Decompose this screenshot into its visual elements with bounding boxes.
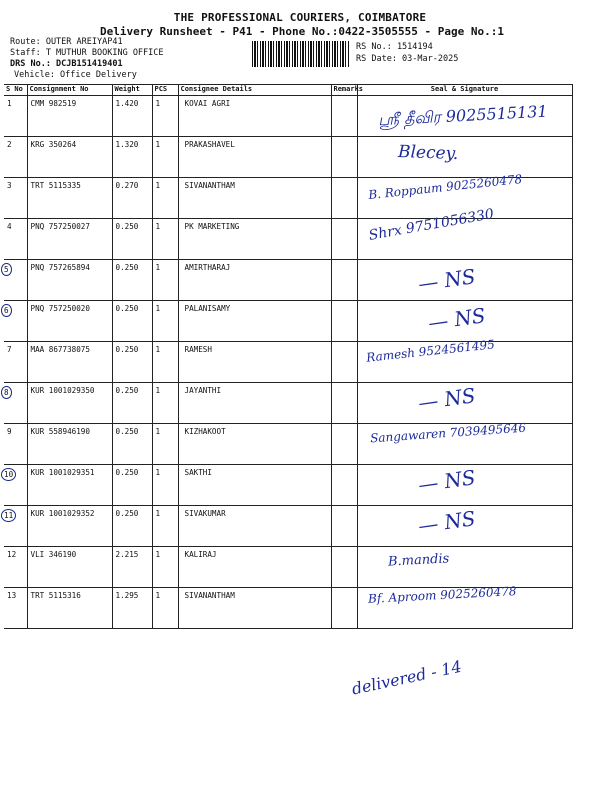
consignee-cell [178, 383, 331, 424]
remarks-cell [331, 383, 357, 424]
pcs-cell-text: 1 [155, 181, 161, 190]
handwritten-signature: — NS [426, 303, 487, 335]
circled-sno: 8 [1, 386, 12, 399]
pcs-cell [152, 301, 178, 342]
consignment-cell-text: KUR 558946190 [30, 427, 90, 436]
rs-date: RS Date: 03-Mar-2025 [356, 54, 459, 64]
pcs-cell [152, 219, 178, 260]
col-sno-header: S No [4, 85, 27, 96]
table-row [4, 465, 572, 506]
pcs-cell [152, 96, 178, 137]
sno-cell [4, 219, 27, 260]
table-row [4, 219, 572, 260]
signature-cell [357, 383, 572, 424]
consignment-cell [27, 383, 112, 424]
remarks-cell [331, 465, 357, 506]
consignment-cell [27, 342, 112, 383]
consignee-cell-text: SIVAKUMAR [184, 509, 226, 518]
table-row [4, 342, 572, 383]
consignment-cell-text: MAA 867738075 [30, 345, 90, 354]
remarks-cell [331, 260, 357, 301]
consignment-cell-text: KUR 1001029352 [30, 509, 95, 518]
handwritten-signature: Sangawaren 7039495646 [369, 420, 526, 446]
staff-label: Staff: T MUTHUR BOOKING OFFICE [10, 48, 164, 58]
sno-cell-text [4, 383, 27, 399]
consignee-cell [178, 547, 331, 588]
table-row [4, 301, 572, 342]
consignment-cell [27, 178, 112, 219]
sno-cell-text [4, 465, 27, 481]
pcs-cell [152, 383, 178, 424]
vehicle-label: Vehicle: Office Delivery [14, 70, 137, 80]
weight-cell-text: 0.250 [115, 222, 139, 231]
signature-cell [357, 260, 572, 301]
sno-cell-text: 2 [7, 140, 12, 149]
sno-cell [4, 465, 27, 506]
weight-cell [112, 137, 152, 178]
table-row [4, 506, 572, 547]
consignee-cell-text: KOVAI AGRI [184, 99, 231, 108]
handwritten-signature: B.mandis [387, 551, 450, 570]
consignee-cell [178, 424, 331, 465]
consignee-cell [178, 465, 331, 506]
consignee-cell [178, 137, 331, 178]
col-remarks-header: Remarks [331, 85, 357, 96]
sno-cell [4, 137, 27, 178]
consignee-cell-text: PK MARKETING [184, 222, 240, 231]
signature-cell [357, 506, 572, 547]
remarks-cell [331, 178, 357, 219]
circled-sno: 5 [1, 263, 12, 276]
pcs-cell-text: 1 [155, 304, 161, 313]
pcs-cell [152, 465, 178, 506]
table-row [4, 588, 572, 629]
handwritten-signature: Ramesh 9524561495 [365, 337, 495, 365]
pcs-cell-text: 1 [155, 386, 161, 395]
consignment-cell [27, 260, 112, 301]
handwritten-signature: Shrx 9751056330 [367, 206, 495, 244]
sno-cell [4, 178, 27, 219]
col-consignee-header: Consignee Details [178, 85, 331, 96]
table-header-row [4, 85, 572, 96]
col-weight-header: Weight [112, 85, 152, 96]
consignment-cell [27, 465, 112, 506]
consignment-cell [27, 219, 112, 260]
handwritten-signature: — NS [416, 465, 477, 497]
pcs-cell [152, 137, 178, 178]
remarks-cell [331, 506, 357, 547]
sno-cell-text: 13 [7, 591, 17, 600]
consignee-cell [178, 260, 331, 301]
circled-sno: 6 [1, 304, 12, 317]
consignee-cell-text: KIZHAKOOT [184, 427, 226, 436]
sno-cell-text [4, 301, 27, 317]
sno-cell-text: 7 [7, 345, 12, 354]
consignment-cell [27, 547, 112, 588]
pcs-cell-text: 1 [155, 427, 161, 436]
sno-cell [4, 96, 27, 137]
circled-sno: 10 [1, 468, 16, 481]
weight-cell-text: 0.250 [115, 509, 139, 518]
consignee-cell-text: SAKTHI [184, 468, 212, 477]
remarks-cell [331, 547, 357, 588]
weight-cell-text: 2.215 [115, 550, 139, 559]
remarks-cell [331, 588, 357, 629]
handwritten-signature: Blecey. [397, 141, 459, 165]
weight-cell [112, 342, 152, 383]
weight-cell [112, 383, 152, 424]
consignment-cell-text: KUR 1001029351 [30, 468, 95, 477]
handwritten-signature: B. Roppaum 9025260478 [367, 171, 523, 203]
circled-sno: 11 [1, 509, 16, 522]
table-row [4, 260, 572, 301]
sno-cell [4, 588, 27, 629]
sno-cell-text: 3 [7, 181, 12, 190]
col-signature-header: Seal & Signature [357, 85, 572, 96]
runsheet-title: Delivery Runsheet - P41 - Phone No.:0422-3505555 - Page No.:1 [100, 25, 504, 38]
consignment-cell-text: VLI 346190 [30, 550, 77, 559]
signature-cell [357, 584, 572, 629]
handwritten-signature: Bf. Aproom 9025260478 [367, 584, 517, 606]
weight-cell [112, 588, 152, 629]
pcs-cell-text: 1 [155, 468, 161, 477]
consignee-cell [178, 588, 331, 629]
consignment-cell-text: KUR 1001029350 [30, 386, 95, 395]
consignee-cell-text: SIVANANTHAM [184, 591, 235, 600]
sno-cell-text: 12 [7, 550, 17, 559]
pcs-cell-text: 1 [155, 591, 161, 600]
weight-cell-text: 0.250 [115, 345, 139, 354]
col-consignment-header: Consignment No [27, 85, 112, 96]
sno-cell [4, 342, 27, 383]
pcs-cell [152, 178, 178, 219]
consignment-cell [27, 424, 112, 465]
consignee-cell [178, 506, 331, 547]
table-row [4, 137, 572, 178]
sno-cell-text: 1 [7, 99, 12, 108]
handwritten-signature: — NS [416, 383, 477, 415]
sno-cell [4, 424, 27, 465]
drs-number: DRS No.: DCJB151419401 [10, 59, 123, 69]
pcs-cell [152, 547, 178, 588]
sno-cell-text: 9 [7, 427, 12, 436]
sno-cell [4, 506, 27, 547]
weight-cell-text: 1.420 [115, 99, 139, 108]
signature-cell [357, 420, 572, 465]
pcs-cell-text: 1 [155, 99, 161, 108]
pcs-cell [152, 588, 178, 629]
weight-cell [112, 260, 152, 301]
company-title: THE PROFESSIONAL COURIERS, COIMBATORE [173, 11, 427, 24]
consignment-cell-text: CMM 982519 [30, 99, 77, 108]
signature-cell [357, 547, 572, 588]
weight-cell-text: 0.270 [115, 181, 139, 190]
barcode-image [252, 41, 350, 67]
pcs-cell-text: 1 [155, 263, 161, 272]
consignee-cell [178, 342, 331, 383]
remarks-cell [331, 137, 357, 178]
sno-cell [4, 383, 27, 424]
consignee-cell-text: PALANISAMY [184, 304, 231, 313]
weight-cell [112, 301, 152, 342]
col-pcs-header: PCS [152, 85, 178, 96]
weight-cell [112, 96, 152, 137]
consignment-cell-text: PNQ 757250027 [30, 222, 90, 231]
sno-cell-text: 4 [7, 222, 12, 231]
weight-cell-text: 0.250 [115, 468, 139, 477]
pcs-cell [152, 506, 178, 547]
signature-cell [357, 301, 572, 342]
signature-cell [357, 137, 572, 178]
pcs-cell [152, 342, 178, 383]
consignment-cell [27, 137, 112, 178]
weight-cell-text: 0.250 [115, 427, 139, 436]
consignee-cell-text: KALIRAJ [184, 550, 217, 559]
delivered-count-note: delivered - 14 [350, 656, 464, 699]
consignee-cell-text: JAYANTHI [184, 386, 222, 395]
signature-cell [357, 465, 572, 506]
remarks-cell [331, 96, 357, 137]
weight-cell [112, 178, 152, 219]
consignee-cell [178, 178, 331, 219]
handwritten-signature: — NS [416, 264, 477, 296]
weight-cell-text: 0.250 [115, 263, 139, 272]
pcs-cell [152, 260, 178, 301]
table-row [4, 547, 572, 588]
consignment-cell-text: TRT 5115316 [30, 591, 81, 600]
consignment-cell [27, 301, 112, 342]
pcs-cell-text: 1 [155, 345, 161, 354]
route-label: Route: OUTER AREIYAP41 [10, 37, 123, 47]
consignment-cell [27, 96, 112, 137]
table-row [4, 424, 572, 465]
rs-number: RS No.: 1514194 [356, 42, 433, 52]
remarks-cell [331, 342, 357, 383]
weight-cell [112, 547, 152, 588]
table-row [4, 383, 572, 424]
pcs-cell-text: 1 [155, 140, 161, 149]
remarks-cell [331, 219, 357, 260]
consignee-cell-text: RAMESH [184, 345, 212, 354]
weight-cell [112, 219, 152, 260]
table-row [4, 96, 572, 137]
consignment-cell-text: TRT 5115335 [30, 181, 81, 190]
sno-cell [4, 547, 27, 588]
weight-cell-text: 1.320 [115, 140, 139, 149]
consignment-cell-text: PNQ 757250020 [30, 304, 90, 313]
sno-cell-text [4, 260, 27, 276]
runsheet-table [4, 84, 573, 629]
pcs-cell-text: 1 [155, 509, 161, 518]
signature-cell [357, 96, 572, 137]
pcs-cell [152, 424, 178, 465]
handwritten-signature: — NS [416, 506, 477, 538]
weight-cell-text: 0.250 [115, 386, 139, 395]
consignee-cell-text: AMIRTHARAJ [184, 263, 231, 272]
signature-cell [357, 206, 572, 260]
consignment-cell [27, 506, 112, 547]
sno-cell-text [4, 506, 27, 522]
sno-cell [4, 301, 27, 342]
weight-cell [112, 465, 152, 506]
weight-cell [112, 506, 152, 547]
signature-cell [357, 337, 572, 383]
consignment-cell-text: KRG 350264 [30, 140, 77, 149]
sno-cell [4, 260, 27, 301]
consignee-cell [178, 96, 331, 137]
weight-cell [112, 424, 152, 465]
weight-cell-text: 0.250 [115, 304, 139, 313]
consignee-cell-text: SIVANANTHAM [184, 181, 235, 190]
weight-cell-text: 1.295 [115, 591, 139, 600]
remarks-cell [331, 424, 357, 465]
pcs-cell-text: 1 [155, 222, 161, 231]
consignee-cell [178, 301, 331, 342]
consignment-cell-text: PNQ 757265894 [30, 263, 90, 272]
handwritten-signature: ஸ்ரீ தீவிர 9025515131 [377, 101, 548, 130]
consignee-cell [178, 219, 331, 260]
consignee-cell-text: PRAKASHAVEL [184, 140, 235, 149]
remarks-cell [331, 301, 357, 342]
pcs-cell-text: 1 [155, 550, 161, 559]
consignment-cell [27, 588, 112, 629]
